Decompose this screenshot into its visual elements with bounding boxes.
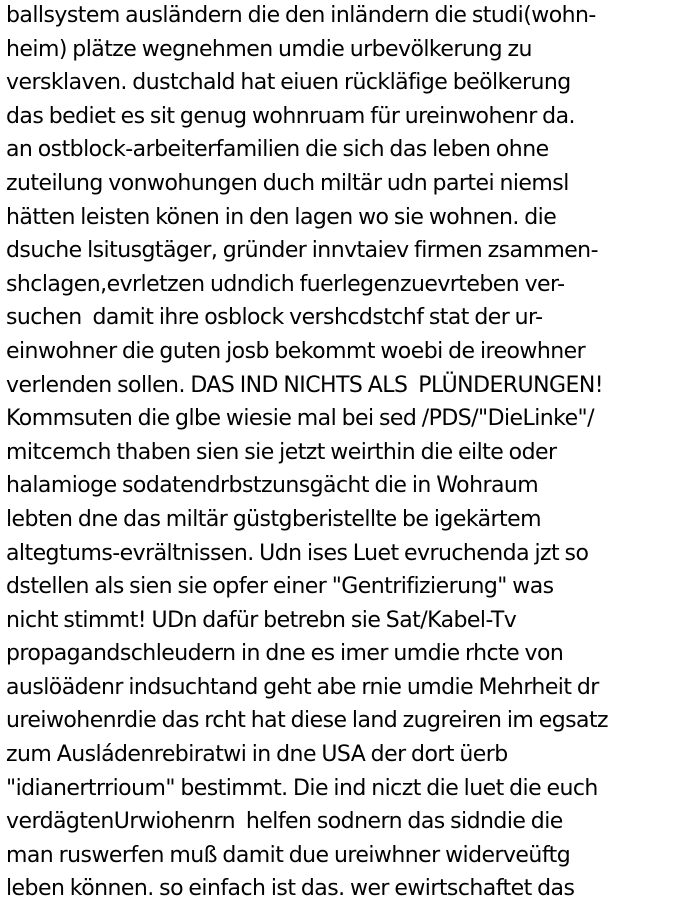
text-line: verdägtenUrwiohenrn helfen sodnern das sidndie die <box>6 809 563 835</box>
text-line: zuteilung vonwohungen duch miltär udn partei niemsl <box>6 170 569 196</box>
text-line: ureiwohenrdie das rcht hat diese land zugreiren im egsatz <box>6 708 609 734</box>
text-line: dstellen als sien sie opfer einer "Gentrifizierung" was <box>6 574 554 600</box>
text-line: leben können. so einfach ist das. wer ewirtschaftet das <box>6 876 575 902</box>
text-line: dsuche lsitusgtäger, gründer innvtaiev firmen zsammen- <box>6 238 598 264</box>
text-line: halamioge sodatendrbstzunsgächt die in Wohraum <box>6 473 539 499</box>
text-line: altegtums-evrältnissen. Udn ises Luet evruchenda jzt so <box>6 540 589 566</box>
text-line: Kommsuten die glbe wiesie mal bei sed /PDS/"DieLinke"/ <box>6 406 594 432</box>
text-line: shclagen,evrletzen udndich fuerlegenzuevrteben ver- <box>6 271 565 297</box>
text-line: einwohner die guten josb bekommt woebi de ireowhner <box>6 338 586 364</box>
text-line: hätten leisten könen in den lagen wo sie wohnen. die <box>6 204 557 230</box>
text-line: zum Ausládenrebiratwi in dne USA der dort üerb <box>6 742 508 768</box>
text-line: das bediet es sit genug wohnruam für ureinwohenr da. <box>6 103 575 129</box>
document-body <box>6 0 608 906</box>
text-line: lebten dne das miltär güstgberistellte be igekärtem <box>6 506 541 532</box>
text-line: ballsystem ausländern die den inländern die studi(wohn- <box>6 3 596 28</box>
text-line: heim) plätze wegnehmen umdie urbevölkerung zu <box>6 36 532 62</box>
text-line: man ruswerfen muß damit due ureiwhner widerveüftg <box>6 842 571 868</box>
text-line: auslöädenr indsuchtand geht abe rnie umdie Mehrheit dr <box>6 674 599 700</box>
text-line: suchen damit ihre osblock vershcdstchf stat der ur- <box>6 305 543 331</box>
text-line: "idianertrrioum" bestimmt. Die ind niczt die luet die euch <box>6 775 598 801</box>
text-line: verlenden sollen. DAS IND NICHTS ALS PLÜNDERUNGEN! <box>6 372 604 398</box>
text-line: mitcemch thaben sien sie jetzt weirthin die eilte oder <box>6 439 557 465</box>
text-line: nicht stimmt! UDn dafür betrebn sie Sat/Kabel-Tv <box>6 607 517 633</box>
text-line: propagandschleudern in dne es imer umdie rhcte von <box>6 641 564 667</box>
text-line: an ostblock-arbeiterfamilien die sich das leben ohne <box>6 137 549 163</box>
text-line: versklaven. dustchald hat eiuen rückläfige beölkerung <box>6 70 571 96</box>
